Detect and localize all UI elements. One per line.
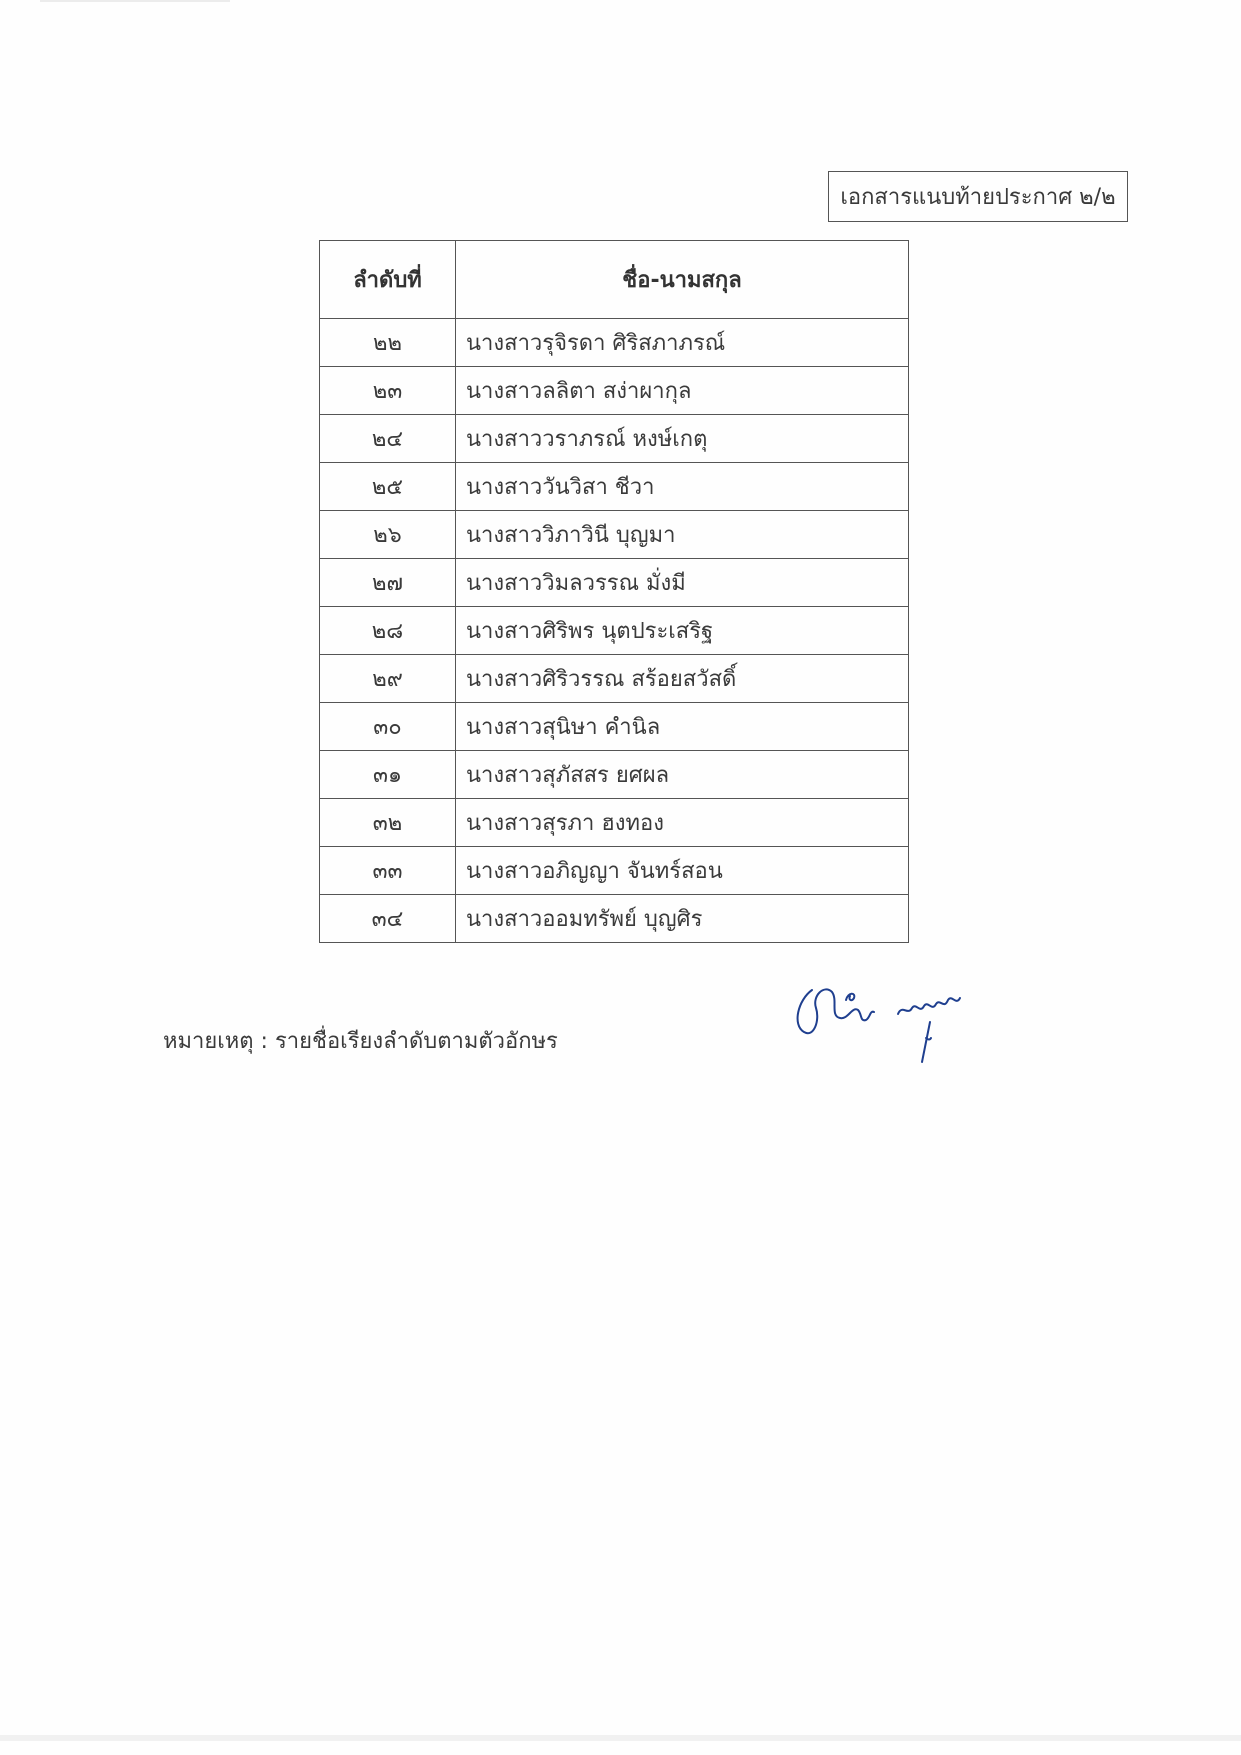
- row-order-number: ๒๓: [320, 367, 456, 415]
- handwritten-signature: [790, 970, 980, 1065]
- table-row: [320, 415, 909, 463]
- table-row: [320, 847, 909, 895]
- table-row: [320, 319, 909, 367]
- remark-note: หมายเหตุ : รายชื่อเรียงลำดับตามตัวอักษร: [163, 1029, 558, 1054]
- table-row: [320, 463, 909, 511]
- row-full-name: นางสาวออมทรัพย์ บุญศิร: [456, 895, 909, 943]
- row-full-name: นางสาวลลิตา สง่าผากุล: [456, 367, 909, 415]
- attachment-label: เอกสารแนบท้ายประกาศ ๒/๒: [828, 171, 1128, 222]
- row-order-number: ๒๔: [320, 415, 456, 463]
- column-header-name: ชื่อ-นามสกุล: [456, 241, 909, 319]
- table-row: [320, 751, 909, 799]
- column-header-order: ลำดับที่: [320, 241, 456, 319]
- row-full-name: นางสาววราภรณ์ หงษ์เกตุ: [456, 415, 909, 463]
- row-order-number: ๓๑: [320, 751, 456, 799]
- row-order-number: ๒๖: [320, 511, 456, 559]
- table-row: [320, 511, 909, 559]
- scan-edge-mark: [40, 0, 230, 2]
- row-order-number: ๓๔: [320, 895, 456, 943]
- row-order-number: ๓๒: [320, 799, 456, 847]
- row-order-number: ๒๕: [320, 463, 456, 511]
- table-row: [320, 607, 909, 655]
- table-row: [320, 655, 909, 703]
- row-full-name: นางสาวสุภัสสร ยศผล: [456, 751, 909, 799]
- row-full-name: นางสาวอภิญญา จันทร์สอน: [456, 847, 909, 895]
- scan-edge-mark-bottom: [0, 1735, 1241, 1741]
- row-full-name: นางสาวสุนิษา คำนิล: [456, 703, 909, 751]
- row-full-name: นางสาวสุรภา ฮงทอง: [456, 799, 909, 847]
- table-row: [320, 799, 909, 847]
- row-order-number: ๓๐: [320, 703, 456, 751]
- row-full-name: นางสาวศิริวรรณ สร้อยสวัสดิ์: [456, 655, 909, 703]
- row-full-name: นางสาววิมลวรรณ มั่งมี: [456, 559, 909, 607]
- name-list-table: [319, 240, 909, 943]
- row-order-number: ๒๙: [320, 655, 456, 703]
- table-header-row: [320, 241, 909, 319]
- row-order-number: ๒๗: [320, 559, 456, 607]
- table-row: [320, 895, 909, 943]
- row-full-name: นางสาวรุจิรดา ศิริสภาภรณ์: [456, 319, 909, 367]
- row-full-name: นางสาววิภาวินี บุญมา: [456, 511, 909, 559]
- row-order-number: ๒๘: [320, 607, 456, 655]
- table-row: [320, 703, 909, 751]
- row-full-name: นางสาวศิริพร นุตประเสริฐ: [456, 607, 909, 655]
- row-full-name: นางสาววันวิสา ชีวา: [456, 463, 909, 511]
- table-row: [320, 367, 909, 415]
- row-order-number: ๒๒: [320, 319, 456, 367]
- table-row: [320, 559, 909, 607]
- row-order-number: ๓๓: [320, 847, 456, 895]
